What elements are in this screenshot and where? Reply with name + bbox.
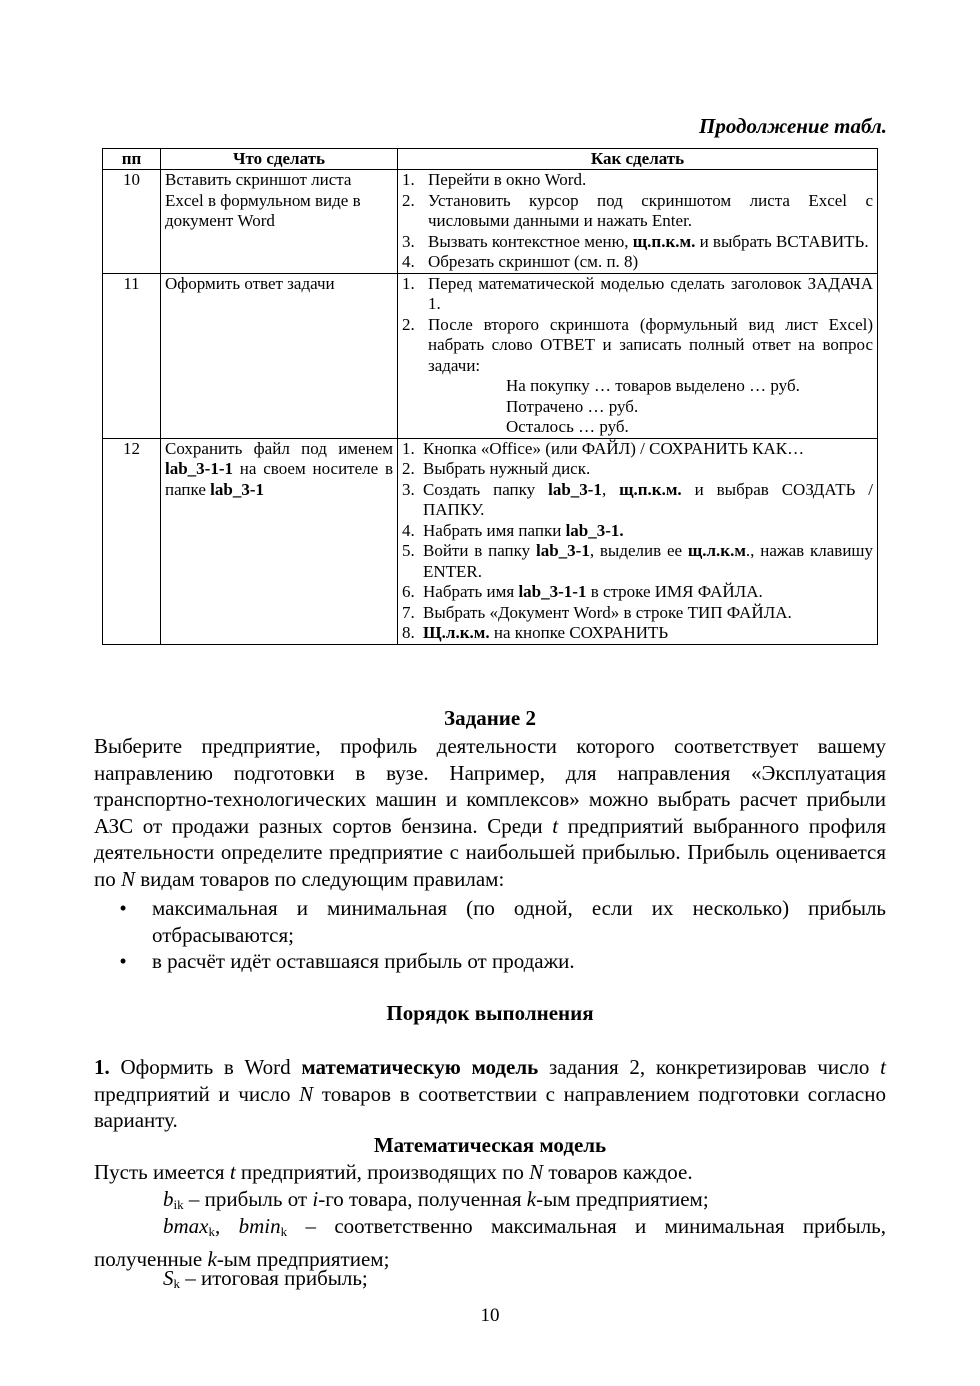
answer-template-line: Осталось … руб.	[506, 417, 629, 436]
table-header-row	[103, 149, 878, 170]
col-header-how: Как сделать	[398, 149, 878, 170]
how-step: 2. Выбрать нужный диск.	[402, 459, 591, 478]
row-what: Вставить скриншот листа Excel в формульном виде в документ Word	[161, 170, 398, 274]
how-step: 4. Набрать имя папки lab_3-1.	[402, 520, 624, 540]
how-step: 4. Обрезать скриншот (см. п. 8)	[402, 252, 639, 271]
how-step: 1. Перед математической моделью сделать заголовок ЗАДАЧА 1.	[402, 273, 873, 313]
procedure-title: Порядок выполнения	[386, 1001, 594, 1025]
how-step: 2. Установить курсор под скриншотом листа Excel с числовыми данными и нажать Enter.	[402, 190, 873, 230]
answer-template-line: Потрачено … руб.	[506, 396, 639, 416]
how-step: 1. Кнопка «Office» (или ФАЙЛ) / СОХРАНИТЬ КАК…	[402, 438, 805, 458]
row-how	[398, 170, 878, 274]
how-step: 5. Войти в папку lab_3-1, выделив ее щ.л.к.м., нажав клавишу ENTER.	[402, 541, 874, 581]
how-step: 6. Набрать имя lab_3-1-1 в строке ИМЯ ФАЙЛА.	[402, 582, 763, 601]
model-line-2: $b_{ik}$ – прибыль от i-го товара, полученная k-ым предприятием;	[163, 1187, 709, 1212]
model-line-3: bmax$_k$, bmin$_k$ – соответственно максимальная и минимальная прибыль, полученные k-ым предприятием;	[94, 1214, 886, 1271]
how-step: 2. После второго скриншота (формульный вид лист Excel) набрать слово ОТВЕТ и записать полный ответ на вопрос задачи:	[402, 314, 873, 375]
row-what: Оформить ответ задачи	[161, 273, 398, 438]
instructions-table	[102, 148, 878, 645]
row-what: Сохранить файл под именем lab_3-1-1 на своем носителе в папке lab_3-1	[161, 438, 398, 644]
list-item: • максимальная и минимальная (по одной, если их несколько) прибыль отбрасываются;	[119, 896, 886, 947]
model-title: Математическая модель	[373, 1133, 607, 1157]
table-continuation-label: Продолжение табл.	[699, 114, 887, 138]
model-line-4: $S_k$ – итоговая прибыль;	[163, 1266, 368, 1291]
task-2-title: Задание 2	[444, 706, 536, 730]
page-number: 10	[480, 1305, 500, 1326]
how-step: 3. Вызвать контекстное меню, щ.п.к.м. и выбрать ВСТАВИТЬ.	[402, 231, 869, 251]
model-line-1: Пусть имеется t предприятий, производящих по N товаров каждое.	[94, 1160, 693, 1184]
how-step: 7. Выбрать «Документ Word» в строке ТИП ФАЙЛА.	[402, 602, 792, 622]
list-item: • в расчёт идёт оставшаяся прибыль от продажи.	[119, 949, 575, 973]
task-2-description: Выберите предприятие, профиль деятельности которого соответствует вашему направлению подготовки в вузе. Например, для направления «Эксплуатация транспортно-технологических машин и комплексов» можно выбрать расчет прибыли АЗС от продажи разных сортов бензина. Среди t предприятий выбранного профиля деятельности определите предприятие с наибольшей прибылью. Прибыль оценивается по N видам товаров по следующим правилам:	[94, 734, 886, 891]
rules-list	[94, 895, 886, 975]
answer-template-line: На покупку … товаров выделено … руб.	[506, 376, 800, 395]
col-header-number: пп	[103, 149, 161, 170]
table-row	[103, 273, 878, 438]
row-number: 12	[103, 438, 161, 644]
table-row	[103, 170, 878, 274]
table-row	[103, 438, 878, 644]
how-step: 3. Создать папку lab_3-1, щ.п.к.м. и выбрав СОЗДАТЬ / ПАПКУ.	[402, 479, 873, 519]
row-how	[398, 438, 878, 644]
procedure-step-1: 1. Оформить в Word математическую модель задания 2, конкретизировав число t предприятий и число N товаров в соответствии с направлением подготовки согласно варианту.	[94, 1055, 886, 1132]
how-step: 8. Щ.л.к.м. на кнопке СОХРАНИТЬ	[402, 623, 669, 642]
row-number: 11	[103, 273, 161, 438]
row-how	[398, 273, 878, 438]
how-step: 1. Перейти в окно Word.	[402, 170, 587, 189]
row-number: 10	[103, 170, 161, 274]
col-header-what: Что сделать	[161, 149, 398, 170]
